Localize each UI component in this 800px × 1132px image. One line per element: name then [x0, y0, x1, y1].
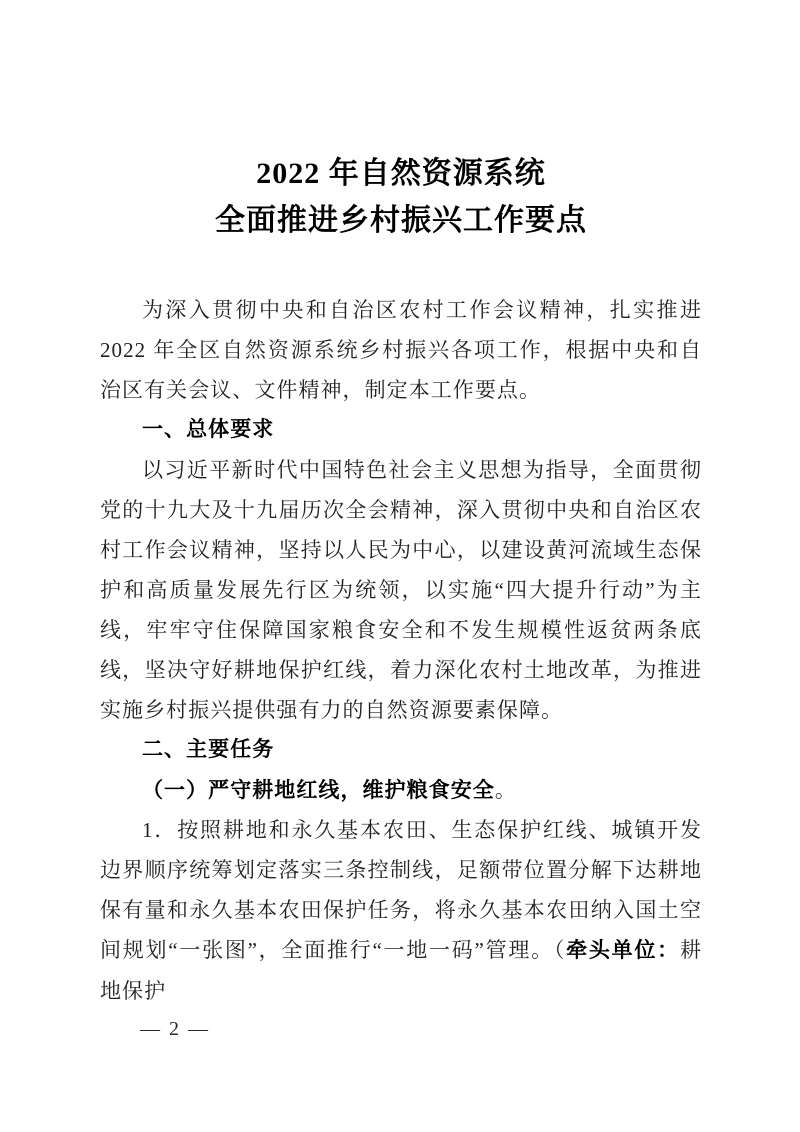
task-1-lead-unit-value: 耕地保护 [100, 938, 702, 1003]
task-1-subheading-text: （一）严守耕地红线，维护粮食安全 [142, 778, 495, 802]
title-line-2: 全面推进乡村振兴工作要点 [215, 204, 587, 237]
document-title [100, 150, 702, 244]
section-2-heading: 二、主要任务 [142, 738, 275, 761]
document-content [100, 150, 702, 1011]
section-1-paragraph: 以习近平新时代中国特色社会主义思想为指导，全面贯彻党的十九大及十九届历次全会精神，深入贯彻中央和自治区农村工作会议精神，坚持以人民为中心，以建设黄河流域生态保护和高质量发展先行区为统领，以实施“四大提升行动”为主线，牢牢守住保障国家粮食安全和不发生规模性返贫两条底线，坚决守好耕地保护红线，着力深化农村土地改革，为推进实施乡村振兴提供强有力的自然资源要素保障。 [100, 458, 702, 722]
task-1-paragraph [100, 810, 702, 1011]
task-1-subheading-period: 。 [494, 778, 517, 802]
task-1-lead-unit-label: 牵头单位： [566, 939, 680, 962]
task-1-paren-open: （ [553, 938, 567, 962]
section-1-heading: 一、总体要求 [142, 418, 275, 441]
document-body [100, 290, 702, 1011]
intro-paragraph: 为深入贯彻中央和自治区农村工作会议精神，扎实推进 2022 年全区自然资源系统乡村振兴各项工作，根据中央和自治区有关会议、文件精神，制定本工作要点。 [100, 298, 702, 402]
task-1-text: 1．按照耕地和永久基本农田、生态保护红线、城镇开发边界顺序统筹划定落实三条控制线，足额带位置分解下达耕地保有量和永久基本农田保护任务，将永久基本农田纳入国土空间规划“一张图”，全面推行“一地一码”管理。 [100, 818, 702, 962]
task-1-subheading [100, 770, 702, 810]
title-line-1: 2022 年自然资源系统 [256, 157, 546, 190]
page-number: — 2 — [140, 1018, 210, 1040]
